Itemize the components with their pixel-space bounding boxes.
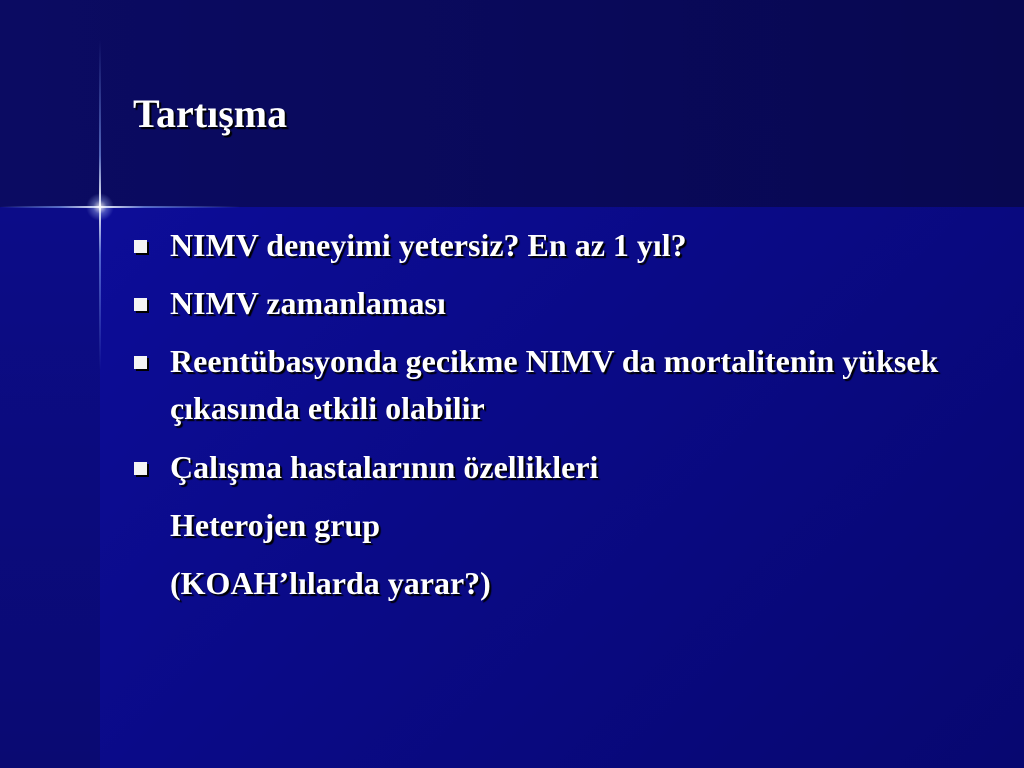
square-bullet-icon: [134, 298, 147, 311]
bullet-item: [132, 280, 992, 326]
slide-title: Tartışma: [133, 91, 288, 136]
left-panel: [0, 207, 100, 768]
sub-line: [132, 560, 992, 606]
bullet-text: NIMV zamanlaması: [170, 285, 446, 321]
light-flare-horizontal: [0, 206, 240, 208]
square-bullet-icon: [134, 462, 147, 475]
bullet-text: Reentübasyonda gecikme NIMV da mortalitenin yüksek çıkasında etkili olabilir: [170, 343, 939, 426]
bullet-item: [132, 444, 992, 490]
square-bullet-icon: [134, 356, 147, 369]
sub-line: [132, 502, 992, 548]
bullet-text: Çalışma hastalarının özellikleri: [170, 449, 599, 485]
light-flare-glow: [86, 193, 114, 221]
sub-line-text: (KOAH’lılarda yarar?): [170, 565, 491, 601]
bullet-list: [132, 222, 992, 618]
bullet-item: [132, 338, 992, 432]
square-bullet-icon: [134, 240, 147, 253]
bullet-item: [132, 222, 992, 268]
bullet-text: NIMV deneyimi yetersiz? En az 1 yıl?: [170, 227, 687, 263]
sub-line-text: Heterojen grup: [170, 507, 381, 543]
